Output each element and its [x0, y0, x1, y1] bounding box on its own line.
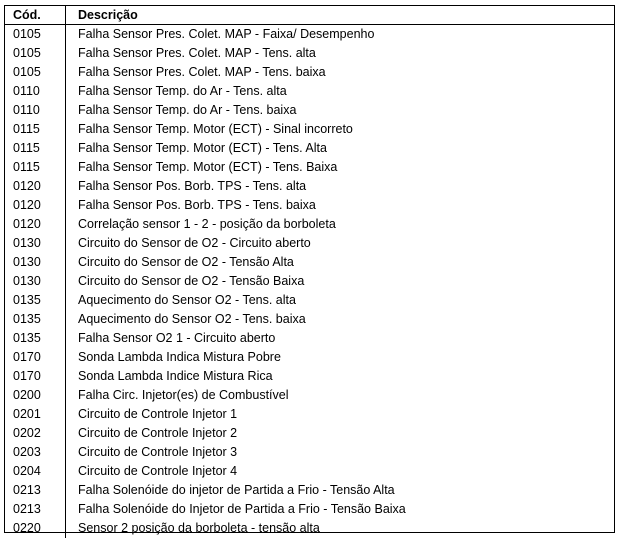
row-description: Falha Sensor Pos. Borb. TPS - Tens. baixa	[78, 198, 316, 212]
row-description: Aquecimento do Sensor O2 - Tens. baixa	[78, 312, 306, 326]
row-description: Circuito do Sensor de O2 - Circuito aberto	[78, 236, 311, 250]
row-description: Falha Sensor Pres. Colet. MAP - Faixa/ Desempenho	[78, 27, 375, 41]
row-code: 0115	[5, 120, 66, 139]
row-code: 0105	[5, 63, 66, 82]
header-code: Cód.	[5, 6, 66, 24]
row-code: 0110	[5, 101, 66, 120]
table-row	[5, 234, 614, 253]
row-code: 0115	[5, 139, 66, 158]
row-code: 0130	[5, 253, 66, 272]
table-row	[5, 196, 614, 215]
row-code: 0135	[5, 291, 66, 310]
table-row	[5, 443, 614, 462]
table-row	[5, 348, 614, 367]
table-row	[5, 158, 614, 177]
table-row	[5, 25, 614, 44]
row-description: Falha Sensor Pres. Colet. MAP - Tens. alta	[78, 46, 316, 60]
table-row	[5, 139, 614, 158]
row-description: Aquecimento do Sensor O2 - Tens. alta	[78, 293, 296, 307]
table-row	[5, 405, 614, 424]
table-row	[5, 253, 614, 272]
row-description: Circuito de Controle Injetor 3	[78, 445, 238, 459]
row-code: 0202	[5, 424, 66, 443]
table-row	[5, 500, 614, 519]
table-header	[5, 6, 614, 25]
table-row	[5, 82, 614, 101]
row-description: Falha Sensor Temp. Motor (ECT) - Tens. Alta	[78, 141, 327, 155]
table-row	[5, 44, 614, 63]
row-code: 0203	[5, 443, 66, 462]
row-description: Falha Sensor Temp. do Ar - Tens. alta	[78, 84, 287, 98]
row-code: 0105	[5, 25, 66, 44]
row-code: 0135	[5, 329, 66, 348]
table-row	[5, 272, 614, 291]
row-code: 0204	[5, 462, 66, 481]
table-row	[5, 367, 614, 386]
table-body	[5, 25, 614, 538]
table-row	[5, 215, 614, 234]
row-description: Sonda Lambda Indica Mistura Pobre	[78, 350, 281, 364]
row-description: Correlação sensor 1 - 2 - posição da borboleta	[78, 217, 336, 231]
row-code: 0120	[5, 215, 66, 234]
row-description: Falha Sensor Temp. do Ar - Tens. baixa	[78, 103, 297, 117]
row-code: 0213	[5, 481, 66, 500]
table-row	[5, 481, 614, 500]
table-row	[5, 386, 614, 405]
row-description: Falha Sensor Temp. Motor (ECT) - Tens. Baixa	[78, 160, 338, 174]
table-row	[5, 63, 614, 82]
table-row	[5, 519, 614, 538]
row-description: Falha Solenóide do Injetor de Partida a Frio - Tensão Baixa	[78, 502, 406, 516]
table-row	[5, 424, 614, 443]
table-row	[5, 120, 614, 139]
row-description: Circuito de Controle Injetor 2	[78, 426, 238, 440]
row-code: 0130	[5, 234, 66, 253]
row-description: Falha Circ. Injetor(es) de Combustível	[78, 388, 289, 402]
row-description: Circuito do Sensor de O2 - Tensão Baixa	[78, 274, 305, 288]
row-code: 0120	[5, 196, 66, 215]
row-description: Falha Sensor Pos. Borb. TPS - Tens. alta	[78, 179, 307, 193]
table-row	[5, 310, 614, 329]
row-code: 0220	[5, 519, 66, 538]
row-code: 0105	[5, 44, 66, 63]
table-row	[5, 329, 614, 348]
table-row	[5, 177, 614, 196]
row-description: Sonda Lambda Indice Mistura Rica	[78, 369, 273, 383]
row-code: 0200	[5, 386, 66, 405]
row-description: Circuito de Controle Injetor 4	[78, 464, 238, 478]
row-description: Falha Sensor Temp. Motor (ECT) - Sinal incorreto	[78, 122, 353, 136]
row-code: 0110	[5, 82, 66, 101]
row-description: Sensor 2 posição da borboleta - tensão alta	[78, 521, 320, 535]
row-code: 0170	[5, 348, 66, 367]
row-code: 0135	[5, 310, 66, 329]
header-description: Descrição	[78, 8, 138, 22]
row-description: Circuito do Sensor de O2 - Tensão Alta	[78, 255, 294, 269]
fault-code-table	[4, 5, 615, 533]
row-description: Falha Sensor Pres. Colet. MAP - Tens. baixa	[78, 65, 326, 79]
row-code: 0170	[5, 367, 66, 386]
row-code: 0120	[5, 177, 66, 196]
row-code: 0201	[5, 405, 66, 424]
table-row	[5, 101, 614, 120]
row-description: Falha Solenóide do injetor de Partida a Frio - Tensão Alta	[78, 483, 395, 497]
row-code: 0115	[5, 158, 66, 177]
row-code: 0213	[5, 500, 66, 519]
row-code: 0130	[5, 272, 66, 291]
table-row	[5, 462, 614, 481]
row-description: Falha Sensor O2 1 - Circuito aberto	[78, 331, 276, 345]
table-row	[5, 291, 614, 310]
row-description: Circuito de Controle Injetor 1	[78, 407, 238, 421]
